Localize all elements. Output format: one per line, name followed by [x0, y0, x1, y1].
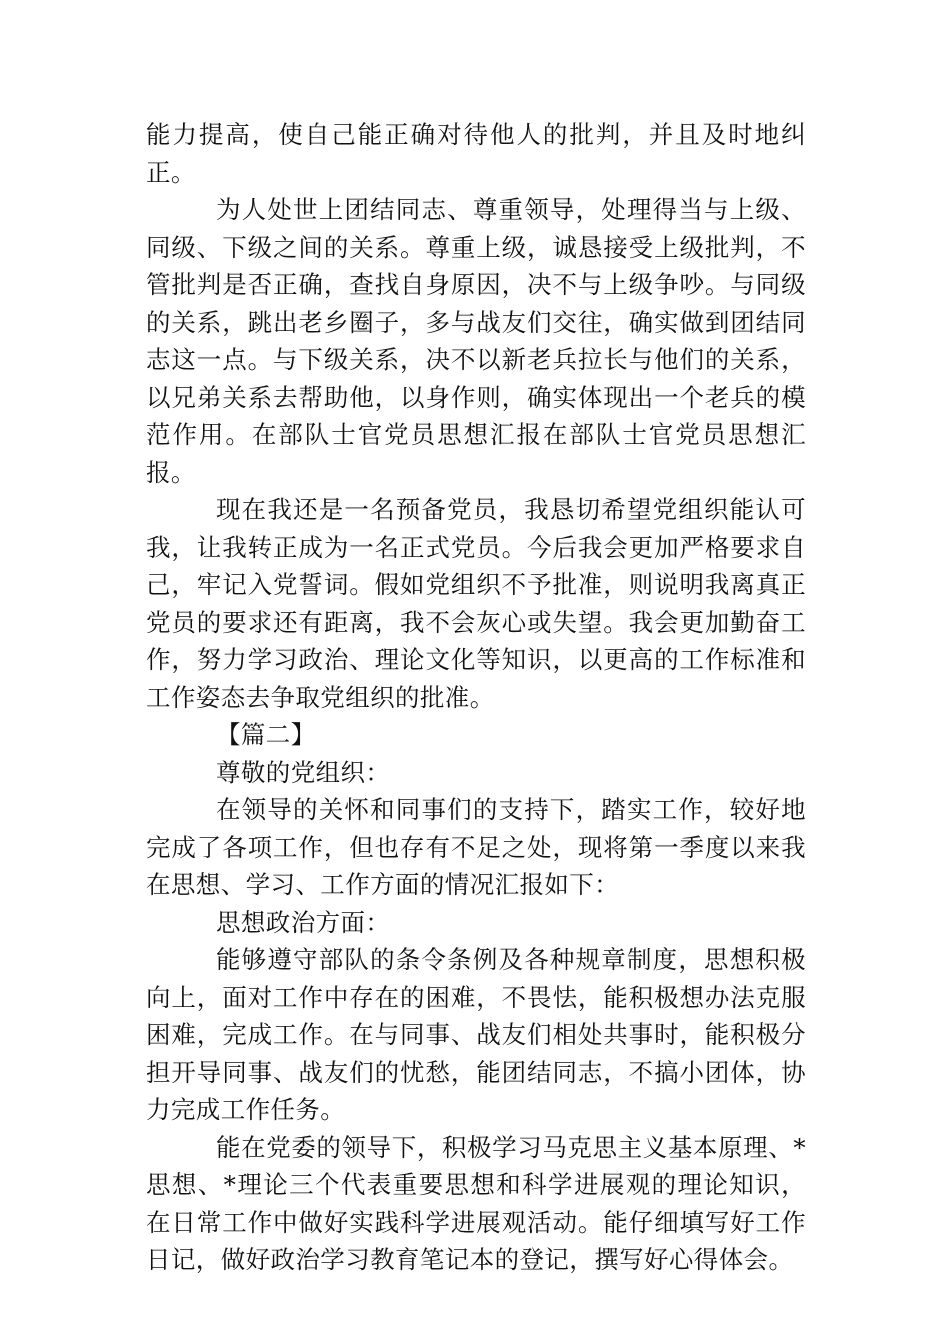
- salutation: 尊敬的党组织：: [216, 757, 391, 787]
- paragraph-2: 为人处世上团结同志、尊重领导，处理得当与上级、同级、下级之间的关系。尊重上级，诚恳接受上级批判，不管批判是否正确，查找自身原因，决不与上级争吵。与同级的关系，跳出老乡圈子，多与战友们交往，确实做到团结同志这一点。与下级关系，决不以新老兵拉长与他们的关系，以兄弟关系去帮助他，以身作则，确实体现出一个老兵的模范作用。在部队士官党员思想汇报在部队士官党员思想汇报。: [146, 195, 806, 487]
- subheading-political: 思想政治方面：: [216, 907, 391, 937]
- paragraph-intro: 在领导的关怀和同事们的支持下，踏实工作，较好地完成了各项工作，但也存有不足之处，现将第一季度以来我在思想、学习、工作方面的情况汇报如下：: [146, 795, 806, 899]
- paragraph-3: 现在我还是一名预备党员，我恳切希望党组织能认可我，让我转正成为一名正式党员。今后我会更加严格要求自己，牢记入党誓词。假如党组织不予批准，则说明我离真正党员的要求还有距离，我不会灰心或失望。我会更加勤奋工作，努力学习政治、理论文化等知识，以更高的工作标准和工作姿态去争取党组织的批准。: [146, 495, 806, 712]
- paragraph-political-2: 能在党委的领导下，积极学习马克思主义基本原理、*思想、*理论三个代表重要思想和科学进展观的理论知识，在日常工作中做好实践科学进展观活动。能仔细填写好工作日记，做好政治学习教育笔记本的登记，撰写好心得体会。: [146, 1132, 806, 1274]
- section-heading: 【篇二】: [216, 720, 316, 749]
- document-body: [146, 116, 806, 1279]
- paragraph-1: 能力提高，使自己能正确对待他人的批判，并且及时地纠正。: [146, 120, 806, 187]
- paragraph-political-1: 能够遵守部队的条令条例及各种规章制度，思想积极向上，面对工作中存在的困难，不畏怯，能积极想办法克服困难，完成工作。在与同事、战友们相处共事时，能积极分担开导同事、战友们的忧愁，能团结同志，不搞小团体，协力完成工作任务。: [146, 945, 806, 1124]
